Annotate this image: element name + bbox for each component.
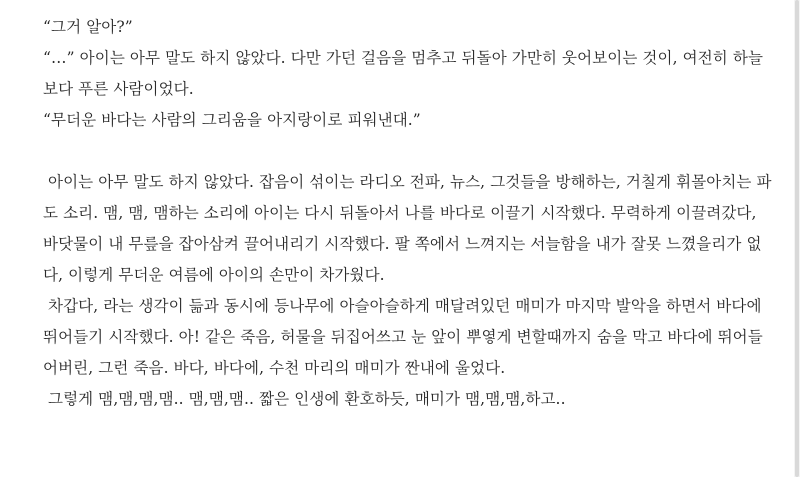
text-line: 다, 이렇게 무더운 여름에 아이의 손만이 차가웠다. — [43, 266, 385, 284]
text-line: “무더운 바다는 사람의 그리움을 아지랑이로 피워낸대.” — [43, 111, 421, 129]
text-line: 보다 푸른 사람이었다. — [43, 80, 194, 98]
vertical-scrollbar[interactable] — [794, 0, 800, 477]
text-line: 차갑다, 라는 생각이 듦과 동시에 등나무에 아슬아슬하게 매달려있던 매미가 마지막 발악을 하면서 바다에 — [43, 297, 762, 315]
text-line: 어버린, 그런 죽음. 바다, 바다에, 수천 마리의 매미가 짠내에 울었다. — [43, 359, 506, 377]
paragraph-gap — [43, 136, 778, 167]
text-line: 그렇게 맴,맴,맴,맴.. 맴,맴,맴.. 짧은 인생에 환호하듯, 매미가 맴,맴,맴,하고.. — [43, 390, 566, 408]
text-line: 도 소리. 맴, 맴, 맴하는 소리에 아이는 다시 뒤돌아서 나를 바다로 이끌기 시작했다. 무력하게 이끌려갔다, — [43, 204, 757, 222]
scrollbar-thumb[interactable] — [795, 0, 799, 477]
text-line: “그거 알아?” — [43, 18, 133, 36]
text-line: “…” 아이는 아무 말도 하지 않았다. 다만 가던 걸음을 멈추고 뒤돌아 가만히 웃어보이는 것이, 여전히 하늘 — [43, 49, 764, 67]
text-line: 바닷물이 내 무릎을 잡아삼켜 끌어내리기 시작했다. 팔 쪽에서 느껴지는 서늘함을 내가 잘못 느꼈을리가 없 — [43, 235, 762, 253]
document-text — [43, 12, 778, 415]
text-line: 뛰어들기 시작했다. 아! 같은 죽음, 허물을 뒤집어쓰고 눈 앞이 뿌옇게 변할때까지 숨을 막고 바다에 뛰어들 — [43, 328, 763, 346]
text-line: 아이는 아무 말도 하지 않았다. 잡음이 섞이는 라디오 전파, 뉴스, 그것들을 방해하는, 거칠게 휘몰아치는 파 — [43, 173, 772, 191]
